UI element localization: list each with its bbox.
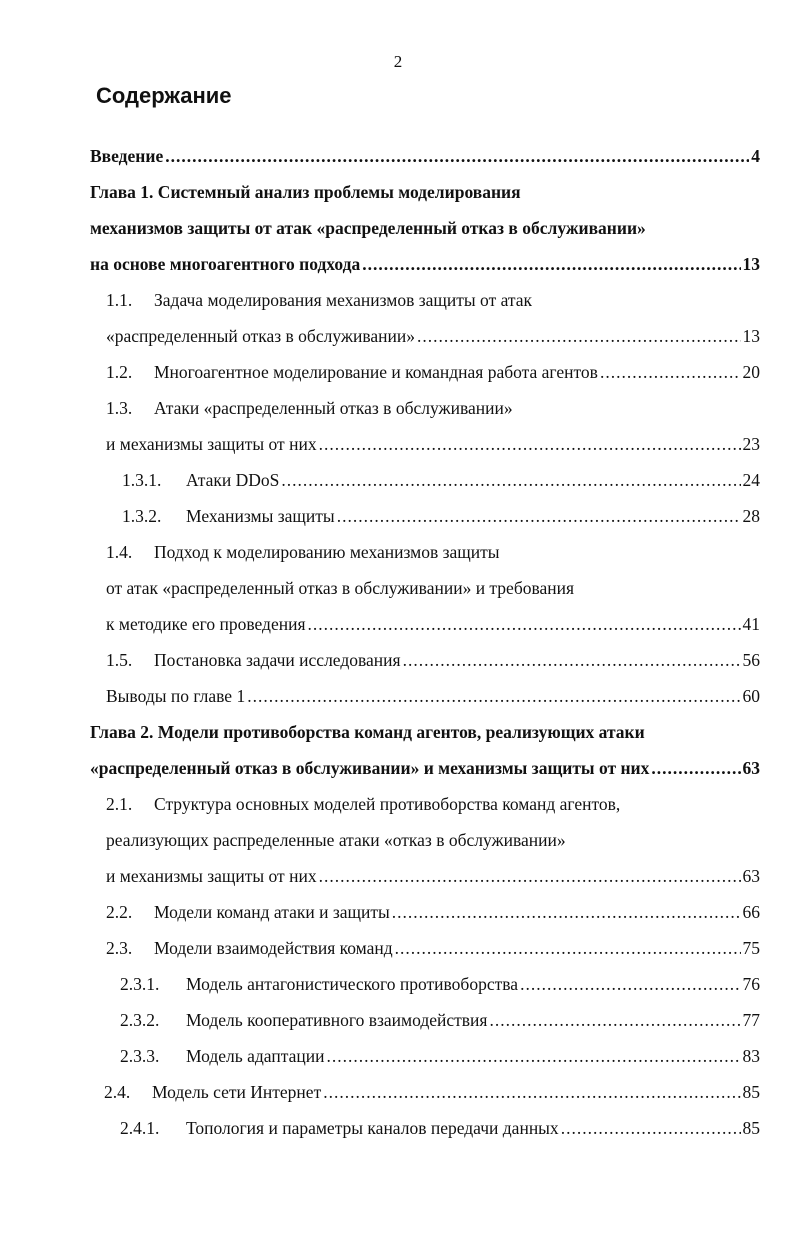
toc-entry-text: Модель сети Интернет [152, 1082, 322, 1102]
toc-entry-number: 2.3.2. [120, 1010, 160, 1030]
toc-entry-page: 76 [742, 974, 760, 994]
toc-entry-text: и механизмы защиты от них [106, 866, 317, 886]
toc-entry-1-4-cont [106, 578, 574, 604]
toc-entry-2-3-1[interactable] [120, 974, 760, 1000]
toc-entry-text: Введение [90, 146, 164, 166]
toc-entry-2-3[interactable] [106, 938, 760, 964]
toc-entry-1-3[interactable] [106, 398, 513, 424]
toc-entry-1-1-cont [106, 326, 760, 352]
dot-leader [520, 974, 740, 995]
dot-leader [489, 1010, 740, 1031]
toc-entry-text: «распределенный отказ в обслуживании» [106, 326, 415, 346]
toc-entry-page: 63 [742, 866, 760, 886]
toc-entry-page: 77 [742, 1010, 760, 1030]
toc-entry-page: 83 [742, 1046, 760, 1066]
toc-entry-text: Структура основных моделей противоборства команд агентов, [154, 794, 621, 814]
toc-entry-text: на основе многоагентного подхода [90, 254, 361, 274]
toc-entry-text: Модель кооперативного взаимодействия [186, 1010, 488, 1030]
toc-entry-page: 41 [742, 614, 760, 634]
toc-entry-introduction[interactable] [90, 146, 760, 172]
toc-entry-page: 63 [742, 758, 760, 778]
toc-entry-text: Многоагентное моделирование и командная работа агентов [154, 362, 598, 382]
toc-entry-page: 60 [742, 686, 760, 706]
toc-entry-number: 2.3.1. [120, 974, 160, 994]
dot-leader [319, 434, 741, 455]
toc-entry-text: Модели взаимодействия команд [154, 938, 393, 958]
toc-entry-page: 28 [742, 506, 760, 526]
toc-title: Содержание [96, 83, 232, 108]
toc-entry-number: 1.3.2. [122, 506, 162, 526]
toc-entry-chapter-1-cont [90, 218, 646, 244]
toc-entry-number: 2.3. [106, 938, 133, 958]
toc-entry-text: Модель антагонистического противоборства [186, 974, 519, 994]
toc-entry-text: механизмов защиты от атак «распределенный отказ в обслуживании» [90, 218, 646, 238]
toc-entry-number: 1.1. [106, 290, 133, 310]
dot-leader [651, 758, 740, 779]
toc-entry-text: реализующих распределенные атаки «отказ в обслуживании» [106, 830, 566, 850]
toc-entry-text: Глава 1. Системный анализ проблемы моделирования [90, 182, 521, 202]
toc-entry-2-1[interactable] [106, 794, 620, 820]
toc-entry-page: 23 [742, 434, 760, 454]
dot-leader [561, 1118, 741, 1139]
dot-leader [395, 938, 741, 959]
toc-entry-number: 2.1. [106, 794, 133, 814]
dot-leader [308, 614, 741, 635]
toc-entry-text: Механизмы защиты [186, 506, 335, 526]
toc-entry-number: 2.3.3. [120, 1046, 160, 1066]
dot-leader [165, 146, 749, 167]
toc-entry-1-2[interactable] [106, 362, 760, 388]
toc-entry-2-2[interactable] [106, 902, 760, 928]
toc-entry-page: 4 [751, 146, 760, 166]
toc-entry-1-5[interactable] [106, 650, 760, 676]
toc-entry-text: Модели команд атаки и защиты [154, 902, 390, 922]
toc-entry-1-3-2[interactable] [122, 506, 760, 532]
toc-entry-2-1-end [106, 866, 760, 892]
toc-entry-page: 85 [742, 1082, 760, 1102]
toc-entry-text: и механизмы защиты от них [106, 434, 317, 454]
dot-leader [417, 326, 741, 347]
toc-entry-text: Атаки «распределенный отказ в обслуживании» [154, 398, 513, 418]
toc-entry-number: 1.4. [106, 542, 133, 562]
toc-entry-chapter-1-conclusions[interactable] [106, 686, 760, 712]
toc-entry-text: Постановка задачи исследования [154, 650, 401, 670]
toc-entry-chapter-1-end [90, 254, 760, 280]
toc-entry-2-4[interactable] [104, 1082, 760, 1108]
toc-entry-number: 2.2. [106, 902, 133, 922]
toc-entry-1-3-cont [106, 434, 760, 460]
dot-leader [281, 470, 740, 491]
dot-leader [600, 362, 741, 383]
toc-entry-chapter-1[interactable] [90, 182, 521, 208]
toc-entry-text: Атаки DDoS [186, 470, 280, 490]
dot-leader [337, 506, 741, 527]
toc-entry-text: Модель адаптации [186, 1046, 325, 1066]
toc-entry-text: «распределенный отказ в обслуживании» и механизмы защиты от них [90, 758, 650, 778]
dot-leader [247, 686, 740, 707]
toc-entry-number: 2.4.1. [120, 1118, 160, 1138]
dot-leader [362, 254, 740, 275]
toc-entry-2-1-cont [106, 830, 566, 856]
toc-entry-number: 2.4. [104, 1082, 131, 1102]
dot-leader [319, 866, 741, 887]
toc-entry-chapter-2-cont [90, 758, 760, 784]
toc-entry-2-4-1[interactable] [120, 1118, 760, 1144]
toc-entry-1-4[interactable] [106, 542, 500, 568]
toc-entry-1-4-end [106, 614, 760, 640]
toc-entry-number: 1.2. [106, 362, 133, 382]
toc-entry-text: Топология и параметры каналов передачи данных [186, 1118, 559, 1138]
toc-entry-page: 13 [742, 326, 760, 346]
toc-entry-chapter-2[interactable] [90, 722, 645, 748]
toc-entry-text: Задача моделирования механизмов защиты от атак [154, 290, 533, 310]
toc-entry-page: 66 [742, 902, 760, 922]
toc-entry-text: к методике его проведения [106, 614, 306, 634]
toc-entry-text: от атак «распределенный отказ в обслуживании» и требования [106, 578, 575, 598]
toc-entry-text: Выводы по главе 1 [106, 686, 246, 706]
page-number: 2 [393, 52, 403, 71]
toc-entry-page: 85 [742, 1118, 760, 1138]
toc-entry-page: 56 [742, 650, 760, 670]
dot-leader [392, 902, 741, 923]
toc-entry-text: Подход к моделированию механизмов защиты [154, 542, 500, 562]
toc-entry-number: 1.3. [106, 398, 133, 418]
toc-entry-text: Глава 2. Модели противоборства команд агентов, реализующих атаки [90, 722, 645, 742]
toc-entry-page: 20 [742, 362, 760, 382]
dot-leader [403, 650, 741, 671]
toc-entry-page: 13 [742, 254, 760, 274]
toc-entry-number: 1.3.1. [122, 470, 162, 490]
toc-entry-page: 75 [742, 938, 760, 958]
toc-entry-page: 24 [742, 470, 760, 490]
toc-entry-number: 1.5. [106, 650, 133, 670]
dot-leader [323, 1082, 740, 1103]
toc-entry-1-1[interactable] [106, 290, 532, 316]
toc-entry-2-3-3[interactable] [120, 1046, 760, 1072]
toc-entry-1-3-1[interactable] [122, 470, 760, 496]
dot-leader [326, 1046, 740, 1067]
toc-entry-2-3-2[interactable] [120, 1010, 760, 1036]
